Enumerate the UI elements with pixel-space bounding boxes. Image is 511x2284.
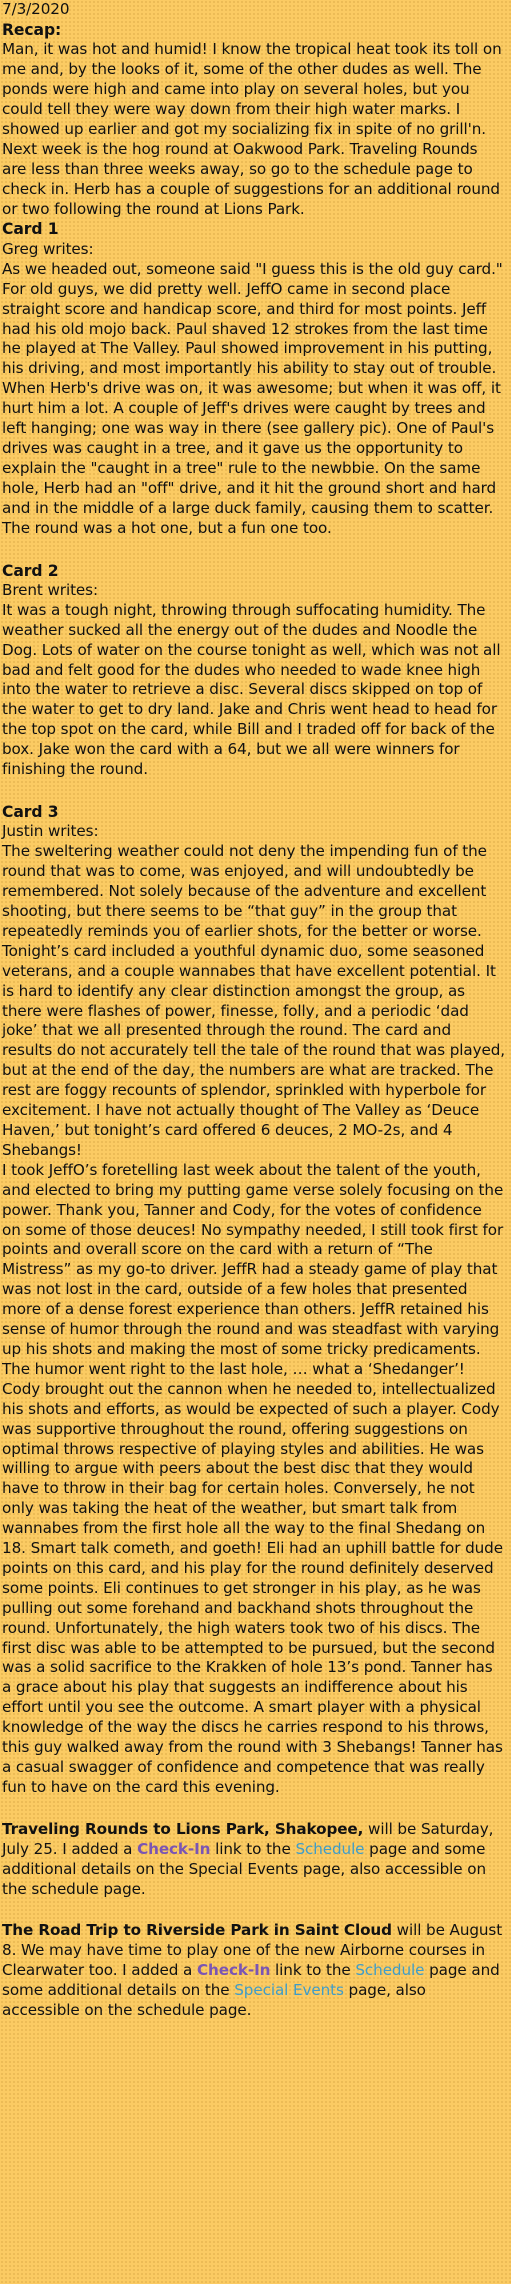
card1-body: As we headed out, someone said "I guess this is the old guy card." For old guys, we did pretty well. JeffO came in second place straight score and handicap score, and third for most points. Jeff had his old mojo back. Paul shaved 12 strokes from the last time he played at The Valley. Paul showed improvement in his putting, his driving, and most importantly his ability to stay out of trouble. When Herb's drive was on, it was awesome; but when it was off, it hurt him a lot. A couple of Jeff's drives were caught by trees and left hanging; one was way in there (see gallery pic). One of Paul's drives was caught in a tree, and it gave us the opportunity to explain the "caught in a tree" rule to the newbbie. On the same hole, Herb had an "off" drive, and it hit the ground short and hard and in the middle of a large duck family, causing them to scatter. The round was a hot one, but a fun one too. [2, 259, 503, 537]
spacer [2, 1899, 505, 1921]
recap-body: Man, it was hot and humid! I know the tropical heat took its toll on me and, by the looks of it, some of the other dudes as well. The ponds were high and came into play on several holes, but you could tell they were way down from their high water marks. I showed up earlier and got my socializing fix in spite of no grill'n. Next week is the hog round at Oakwood Park. Traveling Rounds are less than three weeks away, so go to the schedule page to check in. Herb has a couple of suggestions for an additional round or two following the round at Lions Park. [2, 40, 502, 218]
road-trip-special-events-link[interactable]: Special Events [234, 1981, 344, 2000]
lions-text-2: link to the [210, 1839, 296, 1858]
spacer [2, 1798, 505, 1820]
card2-body: It was a tough night, throwing through suffocating humidity. The weather sucked all the energy out of the dudes and Noodle the Dog. Lots of water on the course tonight as well, which was not all bad and felt good for the dudes who needed to wade knee high into the water to retrieve a disc. Several discs skipped on top of the water to get to dry land. Jake and Chris went head to head for the top spot on the card, while Bill and I traded off for back of the box. Jake won the card with a 64, but we all were winners for finishing the round. [2, 600, 501, 779]
lions-text-1: will be Saturday, July 25. I added a [2, 1819, 494, 1858]
card2-author: Brent writes: [2, 580, 98, 599]
card1-heading: Card 1 [2, 220, 59, 239]
lions-checkin-label: Check-In [137, 1839, 211, 1858]
spacer [2, 780, 505, 802]
lions-park-title: Traveling Rounds to Lions Park, Shakopee, [2, 1819, 364, 1838]
card1-author: Greg writes: [2, 239, 94, 258]
road-trip-text-2: link to the [270, 1961, 356, 1980]
road-trip-checkin-label: Check-In [197, 1961, 271, 1980]
card3-author: Justin writes: [2, 822, 99, 841]
card3-body-2: I took JeffO’s foretelling last week about the talent of the youth, and elected to bring my putting game verse solely focusing on the power. Thank you, Tanner and Cody, for the votes of confidence on some of those deuces! No sympathy needed, I still took first for points and overall score on the card with a return of “The Mistress” as my go-to driver. JeffR had a steady game of play that was not lost in the card, outside of a few holes that presented more of a dense forest experience than others. JeffR retained his sense of humor through the round and was steadfast with varying up his shots and making the most of some tricky predicaments. The humor went right to the last hole, … what a ‘Shedanger’! Cody brought out the cannon when he needed to, intellectualized his shots and efforts, as would be expected of such a player. Cody was supportive throughout the round, offering suggestions on optimal throws respective of playing styles and abilities. He was willing to argue with peers about the best disc that they would have to throw in their bag for certain holes. Conversely, he not only was taking the heat of the weather, but smart talk from wannabes from the first hole all the way to the final Shedang on 18. Smart talk cometh, and goeth! Eli had an uphill battle for dude points on this card, and his play for the round definitely deserved some points. Eli continues to get stronger in his play, as he was pulling out some forehand and backhand shots throughout the round. Unfortunately, the high waters took two of his discs. The first disc was able to be attempted to be pursued, but the second was a solid sacrifice to the Krakken of hole 13’s pond. Tanner has a grace about his play that suggests an indifference about his effort until you see the outcome. A smart player with a physical knowledge of the way the discs he carries respond to his throws, this guy walked away from the round with 3 Shebangs! Tanner has a casual swagger of confidence and competence that was really fun to have on the card this evening. [2, 1160, 504, 1796]
road-trip-announcement [2, 1921, 505, 2021]
lions-text-3: page and some additional details on the Special Events page, also accessible on the schedule page. [2, 1839, 486, 1898]
road-trip-schedule-link[interactable]: Schedule [355, 1961, 425, 1980]
post-date: 7/3/2020 [2, 0, 70, 18]
spacer [2, 539, 505, 561]
recap-heading: Recap: [2, 20, 62, 39]
road-trip-text-4: page, also accessible on the schedule page. [2, 1981, 426, 2020]
lions-park-announcement [2, 1820, 505, 1900]
lions-schedule-link[interactable]: Schedule [295, 1839, 365, 1858]
card3-heading: Card 3 [2, 802, 59, 821]
card2-heading: Card 2 [2, 561, 59, 580]
road-trip-text-3: page and some additional details on the [2, 1961, 500, 2000]
road-trip-text-1: will be August 8. We may have time to play one of the new Airborne courses in Clearwater too. I added a [2, 1921, 503, 1980]
card3-body-1: The sweltering weather could not deny the impending fun of the round that was to come, was enjoyed, and will undoubtedly be remembered. Not solely because of the adventure and excellent shooting, but there seems to be “that guy” in the group that repeatedly reminds you of earlier shots, for the better or worse. Tonight’s card included a youthful dynamic duo, some seasoned veterans, and a couple wannabes that have excellent potential. It is hard to identify any clear distinction amongst the group, as there were flashes of power, finesse, folly, and a periodic ‘dad joke’ that we all presented through the round. The card and results do not accurately tell the tale of the round that was played, but at the end of the day, the numbers are what are tracked. The rest are foggy recounts of splendor, sprinkled with hyperbole for excitement. I have not actually thought of The Valley as ‘Deuce Haven,’ but tonight’s card offered 6 deuces, 2 MO-2s, and 4 Shebangs! [2, 842, 506, 1159]
road-trip-title: The Road Trip to Riverside Park in Saint Cloud [2, 1921, 392, 1940]
